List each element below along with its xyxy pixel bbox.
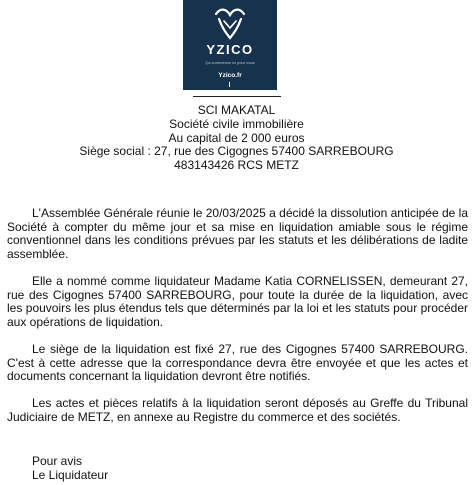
company-type: Société civile immobilière bbox=[169, 116, 304, 131]
signature-line-1: Pour avis bbox=[32, 454, 83, 468]
notice-body bbox=[7, 207, 468, 438]
logo-site-link[interactable]: Yzico.fr bbox=[218, 72, 242, 79]
company-header bbox=[0, 104, 473, 173]
paragraph-liquidator: Elle a nommé comme liquidateur Madame Katia CORNELISSEN, demeurant 27, rue des Cigognes 57400 SARREBOURG, pour toute la durée de la liquidation, avec les pouvoirs les plus étendus tels que déterminés par la loi et les statuts pour procéder aux opérations de liquidation. bbox=[7, 273, 468, 329]
header-divider bbox=[193, 96, 281, 97]
company-capital: Au capital de 2 000 euros bbox=[168, 130, 305, 145]
paragraph-filing: Les actes et pièces relatifs à la liquidation seront déposés au Greffe du Tribunal Judiciaire de METZ, en annexe au Registre du commerce et des sociétés. bbox=[7, 396, 468, 424]
yzico-logo-icon bbox=[210, 6, 250, 44]
paragraph-dissolution: L'Assemblée Générale réunie le 20/03/2025 a décidé la dissolution anticipée de la Société à compter du même jour et sa mise en liquidation amiable sous le régime conventionnel dans les conditions prévues par les statuts et les délibérations de ladite assemblée. bbox=[7, 206, 468, 261]
company-rcs: 483143426 RCS METZ bbox=[174, 158, 299, 173]
logo-tagline: Ça commence ici pour vous bbox=[205, 60, 255, 65]
company-seat: Siège social : 27, rue des Cigognes 57400 SARREBOURG bbox=[79, 144, 394, 159]
signature-line-2: Le Liquidateur bbox=[32, 467, 109, 482]
logo-tick bbox=[229, 82, 230, 87]
yzico-logo bbox=[183, 0, 277, 90]
signature-block bbox=[32, 455, 108, 482]
company-name: SCI MAKATAL bbox=[197, 103, 276, 117]
logo-name: YZICO bbox=[206, 42, 254, 57]
paragraph-liquidation-seat: Le siège de la liquidation est fixé 27, rue des Cigognes 57400 SARREBOURG. C'est à cette adresse que la correspondance devra être envoyée et que les actes et documents concernant la liquidation devront être notifiés. bbox=[7, 341, 468, 384]
